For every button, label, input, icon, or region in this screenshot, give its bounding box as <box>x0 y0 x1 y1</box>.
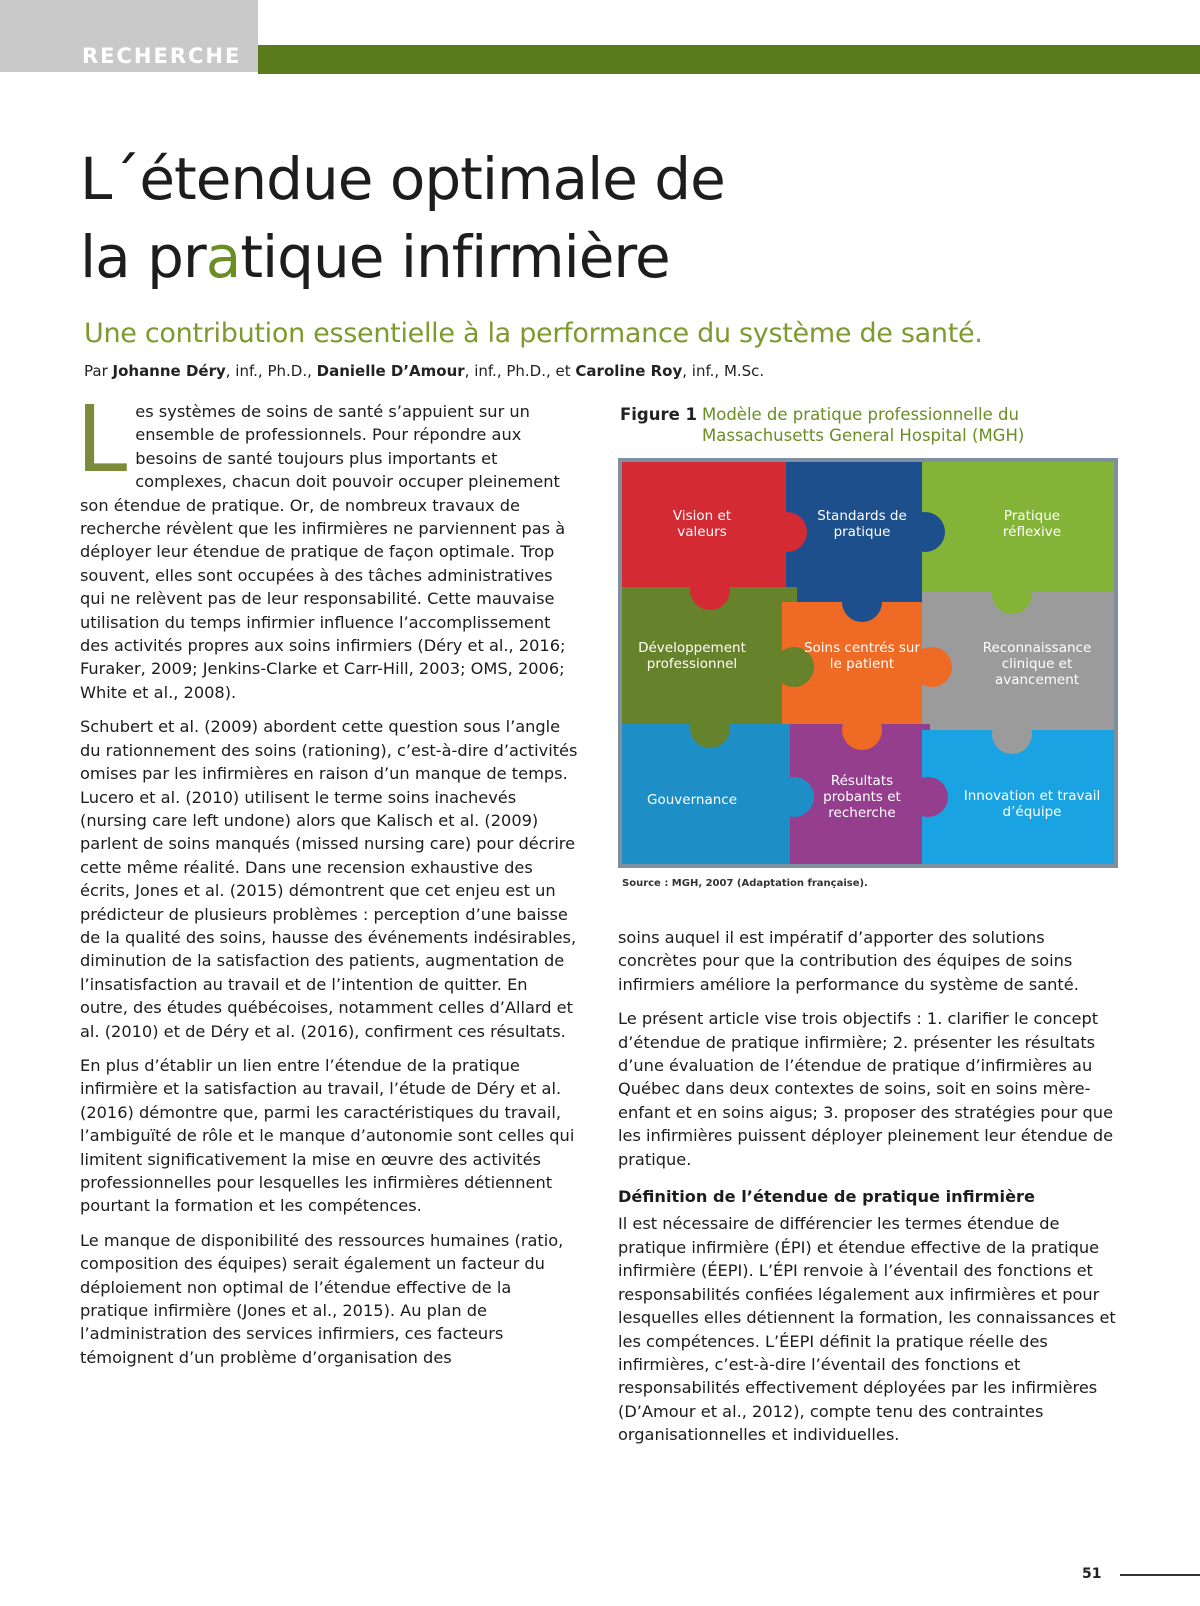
right-column <box>618 926 1118 1458</box>
piece-label-pratique-2: réflexive <box>1002 524 1062 540</box>
paragraph-2: Schubert et al. (2009) abordent cette question sous l’angle du rationnement des soins (rationing), c’est-à-dire d’activités omises par les infirmières en raison d’un manque de temps. Lucero et al. (2010) utilisent le terme soins inachevés (nursing care left undone) alors que Kalisch et al. (2009) parlent de soins manqués (missed nursing care) pour décrire cette même réalité. Dans une recension exhaustive des écrits, Jones et al. (2015) démontrent que cet enjeu est un prédicteur de plusieurs problèmes : perception d’une baisse de la qualité des soins, hausse des événements indésirables, diminution de la satisfaction des patients, augmentation de l’insatisfaction au travail et de l’intention de quitter. En outre, des études québécoises, notamment celles d’Allard et al. (2010) et de Déry et al. (2016), confirment ces résultats. <box>80 717 578 1041</box>
piece-label-standards-1: Standards de <box>817 508 907 524</box>
author-1: Johanne Déry <box>112 362 226 380</box>
section-label: RECHERCHE <box>82 44 242 68</box>
title-accent-letter: a <box>205 223 241 291</box>
credentials-1: , inf., Ph.D., <box>225 362 317 380</box>
left-column <box>76 386 580 1380</box>
paragraph-4: Le manque de disponibilité des ressources humaines (ratio, composition des équipes) serait également un facteur du déploiement non optimal de l’étendue effective de la pratique infirmière (Jones et al., 2015). Au plan de l’administration des services infirmiers, ces facteurs témoignent d’un problème d’organisation des <box>80 1230 564 1367</box>
piece-label-soins-2: le patient <box>829 656 895 672</box>
piece-label-resultats-1: Résultats <box>830 773 894 789</box>
credentials-3: , inf., M.Sc. <box>682 362 765 380</box>
puzzle-figure <box>618 458 1118 868</box>
title-line-2 <box>80 218 940 296</box>
piece-label-innovation-2: d’équipe <box>1002 804 1062 820</box>
drop-cap: L <box>76 386 128 493</box>
piece-label-pratique-1: Pratique <box>1003 508 1061 524</box>
title-part-a: la pr <box>80 223 206 291</box>
credentials-2: , inf., Ph.D., et <box>464 362 576 380</box>
piece-label-developpement-1: Développement <box>638 640 746 656</box>
byline <box>84 362 764 380</box>
header-bar <box>258 45 1200 74</box>
section-heading: Définition de l’étendue de pratique infirmière <box>618 1187 1036 1207</box>
byline-prefix: Par <box>84 362 113 380</box>
title-part-b: tique infirmière <box>240 223 670 291</box>
right-paragraph-3: Il est nécessaire de différencier les termes étendue de pratique infirmière (ÉPI) et étendue effective de la pratique infirmière (ÉEPI). L’ÉPI renvoie à l’éventail des fonctions et responsabilités confiées légalement aux infirmières et pour lesquelles elles détiennent la formation, les connaissances et les compétences. L’ÉEPI définit la pratique réelle des infirmières, c’est-à-dire l’éventail des fonctions et responsabilités effectivement déployées par les infirmières (D’Amour et al., 2012), compte tenu des contraintes organisationnelles et individuelles. <box>618 1214 1116 1445</box>
page-number-rule <box>1120 1574 1200 1576</box>
piece-label-reconnaissance-3: avancement <box>994 672 1080 688</box>
article-subtitle: Une contribution essentielle à la performance du système de santé. <box>84 318 983 349</box>
right-paragraph-2: Le présent article vise trois objectifs : 1. clarifier le concept d’étendue de pratique infirmière; 2. présenter les résultats d’une évaluation de l’étendue de pratique d’infirmières au Québec dans deux contextes de soins, soit en soins mère-enfant et en soins aigus; 3. proposer des stratégies pour que les infirmières puissent déployer pleinement leur étendue de pratique. <box>618 1009 1114 1169</box>
section-tag <box>0 0 258 72</box>
piece-label-resultats-3: recherche <box>828 805 896 821</box>
piece-label-gouvernance: Gouvernance <box>647 792 737 808</box>
piece-label-vision-1: Vision et <box>672 508 732 524</box>
paragraph-3: En plus d’établir un lien entre l’étendue de la pratique infirmière et la satisfaction au travail, l’étude de Déry et al. (2016) démontre que, parmi les caractéristiques du travail, l’ambiguïté de rôle et le manque d’autonomie sont celles qui limitent significativement la mise en œuvre des activités professionnelles pour lesquelles les infirmières détiennent pourtant la formation et les compétences. <box>80 1055 575 1216</box>
paragraph-1-text: es systèmes de soins de santé s’appuient sur un ensemble de professionnels. Pour répondre aux besoins de santé toujours plus importants et complexes, chacun doit pouvoir occuper pleinement son étendue de pratique. Or, de nombreux travaux de recherche révèlent que les infirmières ne parviennent pas à déployer leur étendue de pratique de façon optimale. Trop souvent, elles sont occupées à des tâches administratives qui ne relèvent pas de leur responsabilité. Cette mauvaise utilisation du temps infirmier influence l’accomplissement des activités propres aux soins infirmiers (Déry et al., 2016; Furaker, 2009; Jenkins-Clarke et Carr-Hill, 2003; OMS, 2006; White et al., 2008). <box>80 402 566 702</box>
title-line-1: L´étendue optimale de <box>80 145 725 213</box>
piece-label-soins-1: Soins centrés sur <box>803 640 921 656</box>
author-3: Caroline Roy <box>575 362 683 380</box>
piece-label-resultats-2: probants et <box>823 789 901 805</box>
right-paragraph-1: soins auquel il est impératif d’apporter des solutions concrètes pour que la contribution des équipes de soins infirmiers améliore la performance du système de santé. <box>618 928 1079 994</box>
author-2: Danielle D’Amour <box>316 362 465 380</box>
article-title <box>80 140 940 296</box>
piece-label-developpement-2: professionnel <box>646 656 738 672</box>
figure-caption: Modèle de pratique professionnelle du Massachusetts General Hospital (MGH) <box>702 405 1025 445</box>
piece-label-reconnaissance-2: clinique et <box>1001 656 1073 672</box>
piece-label-reconnaissance-1: Reconnaissance <box>982 640 1092 656</box>
page-number: 51 <box>1082 1566 1102 1582</box>
figure-label: Figure 1 <box>620 405 698 424</box>
paragraph-1 <box>76 386 580 704</box>
piece-label-innovation-1: Innovation et travail <box>963 788 1101 804</box>
piece-label-vision-2: valeurs <box>677 524 727 540</box>
piece-label-standards-2: pratique <box>833 524 891 540</box>
figure-source: Source : MGH, 2007 (Adaptation française). <box>622 878 868 889</box>
